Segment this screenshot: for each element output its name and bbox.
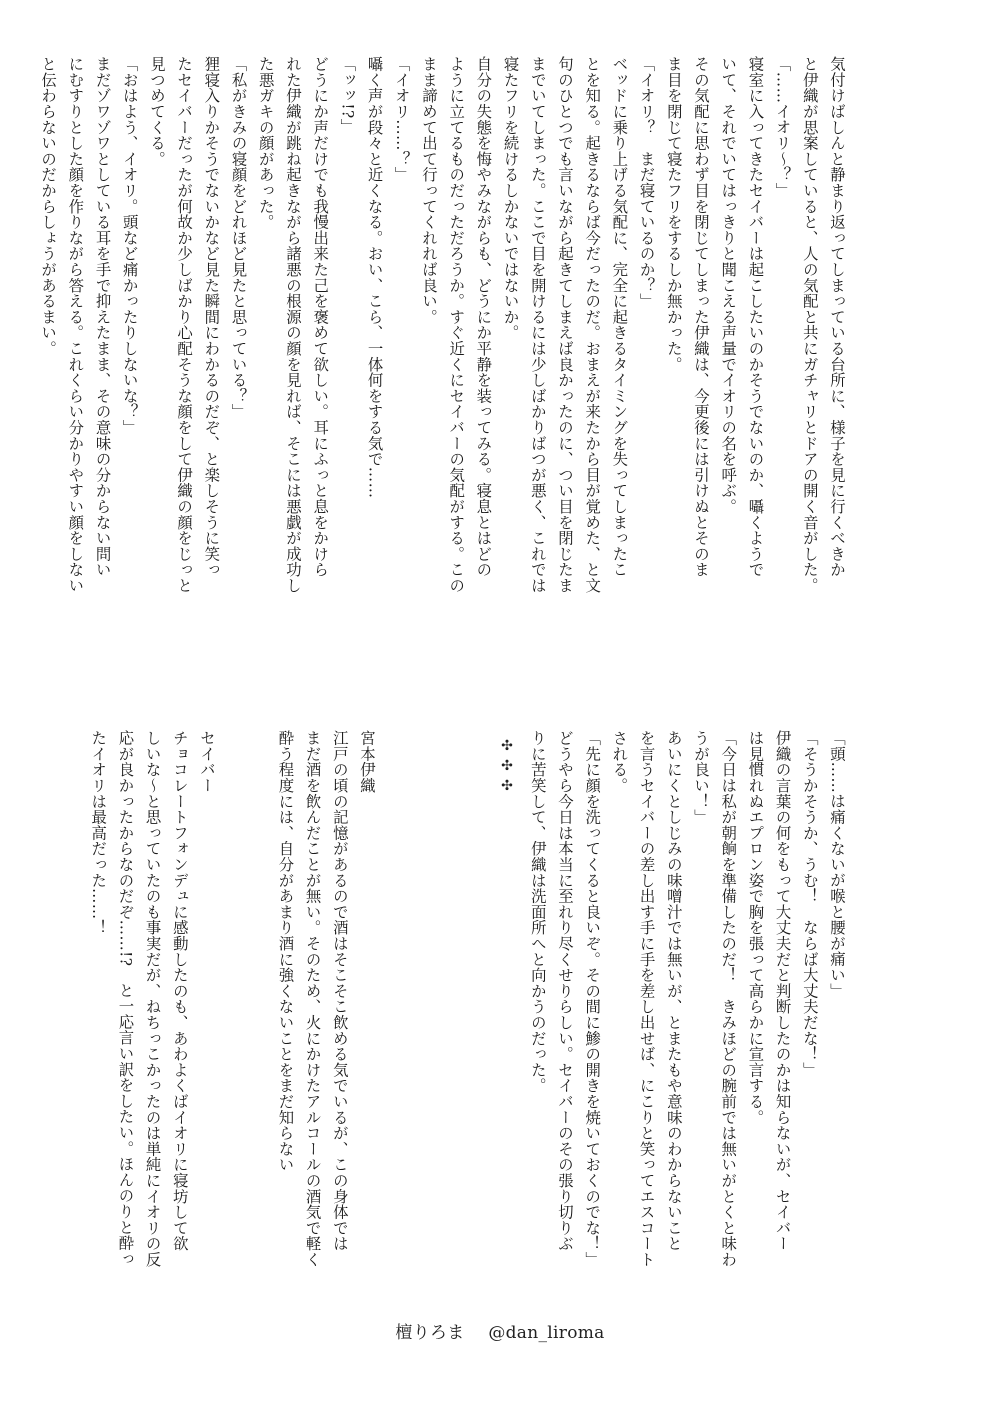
story-upper-line: 自分の失態を悔やみながらも、どうにか平静を装ってみる。寝息とはどの bbox=[474, 56, 493, 578]
section-separator: ✣✣✣ bbox=[499, 738, 515, 798]
story-lower-line: 伊織の言葉の何をもって大丈夫だと判断したのかは知らないが、セイバー bbox=[773, 730, 792, 1252]
note-saber-line: しいな〜と思っていたのも事実だが、ねちっこかったのは単純にイオリの反 bbox=[143, 730, 162, 1268]
story-upper-line: とを知る。起きるならば今だったのだ。おまえが来たから目が覚めた、と文 bbox=[583, 56, 602, 594]
story-upper-line: 気付けばしんと静まり返ってしまっている台所に、様子を見に行くべきか bbox=[828, 56, 846, 578]
author-credit bbox=[0, 1318, 1000, 1343]
story-upper-line: たセイバーだったが何故か少しばかり心配そうな顔をして伊織の顔をじっと bbox=[175, 56, 194, 594]
character-note-saber bbox=[90, 730, 220, 1300]
note-miyamoto-line: 酔う程度には、自分があまり酒に強くないことをまだ知らない bbox=[276, 730, 295, 1173]
story-lower-line: 「そうかそうか、うむ！ ならば大丈夫だな！」 bbox=[800, 730, 819, 1078]
story-upper-line: にむすりとした顔を作りながら答える。これくらい分かりやすい顔をしない bbox=[66, 56, 85, 594]
story-upper-line: ように立てるものだっただろうか。すぐ近くにセイバーの気配がする。この bbox=[447, 56, 466, 594]
story-upper-line: 狸寝入りかそうでないかなど見た瞬間にわかるのだぞ、と楽しそうに笑っ bbox=[202, 56, 221, 578]
story-upper-line: 「……イオリ〜？」 bbox=[773, 56, 792, 199]
story-upper-line: その気配に思わず目を閉じてしまった伊織は、今更後には引けぬとそのま bbox=[691, 56, 710, 578]
story-upper-line: れた伊織が跳ね起きながら諸悪の根源の顔を見れば、そこには悪戯が成功し bbox=[283, 56, 302, 594]
story-upper-line: まだゾワゾワとしている耳を手で抑えたまま、その意味の分からない問い bbox=[93, 56, 112, 578]
note-saber-line: たイオリは最高だった……！ bbox=[89, 730, 108, 936]
story-lower-line: される。 bbox=[610, 730, 629, 794]
story-upper-line: 「ッッ!?」 bbox=[338, 56, 357, 135]
story-lower-line: どうやら今日は本当に至れり尽くせりらしい。セイバーのその張り切りぶ bbox=[555, 730, 574, 1252]
author-name: 檀りろま bbox=[395, 1323, 465, 1343]
story-upper-line: 見つめてくる。 bbox=[147, 56, 166, 167]
story-upper-line: まま諦めて出て行ってくれれば良い。 bbox=[419, 56, 438, 325]
note-saber-line: チョコレートフォンデュに感動したのも、あわよくばイオリに寝坊して欲 bbox=[170, 730, 189, 1252]
note-saber-line: セイバー bbox=[198, 730, 216, 794]
note-miyamoto-line: 江戸の頃の記憶があるので酒はそこそこ飲める気でいるが、この身体では bbox=[330, 730, 349, 1252]
story-lower-line: あいにくとしじみの味噌汁では無いが、とまたもや意味のわからないこと bbox=[664, 730, 683, 1252]
note-miyamoto-line: 宮本伊織 bbox=[358, 730, 376, 794]
story-upper-line: 「私がきみの寝顔をどれほど見たと思っている？」 bbox=[229, 56, 248, 420]
story-lower-line: 「頭……は痛くないが喉と腰が痛い」 bbox=[828, 730, 846, 999]
story-lower-line: うが良い！」 bbox=[691, 730, 710, 825]
story-upper-line: と伝わらないのだからしょうがあるまい。 bbox=[39, 56, 58, 357]
story-upper-line: 「イオリ？ まだ寝ているのか？」 bbox=[637, 56, 656, 309]
note-saber-line: 応が良かったからなのだぞ……!? と一応言い訳をしたい。ほんのりと酔っ bbox=[116, 730, 135, 1267]
story-upper-line: 「おはよう、イオリ。頭など痛かったりしないな？」 bbox=[120, 56, 139, 436]
story-upper-line: までいてしまった。ここで目を開けるには少しばかりばつが悪く、これでは bbox=[528, 56, 547, 594]
story-text-lower bbox=[528, 730, 850, 1305]
note-miyamoto-line: まだ酒を飲んだことが無い。そのため、火にかけたアルコールの酒気で軽く bbox=[303, 730, 322, 1268]
story-lower-line: を言うセイバーの差し出す手に手を差し出せば、にこりと笑ってエスコート bbox=[637, 730, 656, 1268]
story-upper-line: 「イオリ……？」 bbox=[392, 56, 411, 183]
story-upper-line: 寝たフリを続けるしかないではないか。 bbox=[501, 56, 520, 341]
story-lower-line: りに苦笑して、伊織は洗面所へと向かうのだった。 bbox=[528, 730, 547, 1094]
story-upper-line: 囁く声が段々と近くなる。おい、こら、一体何をする気で…… bbox=[365, 56, 384, 499]
story-upper-line: どうにか声だけでも我慢出来た己を褒めて欲しい。耳にふっと息をかけら bbox=[311, 56, 330, 578]
story-lower-line: 「今日は私が朝餉を準備したのだ！ きみほどの腕前では無いがとくと味わ bbox=[719, 730, 738, 1268]
author-handle: @dan_liroma bbox=[488, 1323, 605, 1343]
story-upper-line: 句のひとつでも言いながら起きてしまえば良かったのに、つい目を閉じたま bbox=[555, 56, 574, 594]
story-upper-line: 寝室に入ってきたセイバーは起こしたいのかそうでないのか、囁くようで bbox=[746, 56, 765, 578]
story-upper-line: ま目を閉じて寝たフリをするしか無かった。 bbox=[664, 56, 683, 372]
story-lower-line: は見慣れぬエプロン姿で胸を張って高らかに宣言する。 bbox=[746, 730, 765, 1125]
story-lower-line: 「先に顔を洗ってくると良いぞ。その間に鯵の開きを焼いておくのでな！」 bbox=[583, 730, 602, 1268]
story-upper-line: た悪ガキの顔があった。 bbox=[256, 56, 275, 230]
story-upper-line: ベッドに乗り上げる気配に、完全に起きるタイミングを失ってしまったこ bbox=[610, 56, 629, 578]
story-upper-line: いて、それでいてはっきりと聞こえる声量でイオリの名を呼ぶ。 bbox=[719, 56, 738, 515]
character-note-miyamoto bbox=[276, 730, 380, 1300]
story-upper-line: と伊織が思案していると、人の気配と共にガチャリとドアの開く音がした。 bbox=[800, 56, 819, 594]
story-text-upper bbox=[39, 56, 850, 676]
